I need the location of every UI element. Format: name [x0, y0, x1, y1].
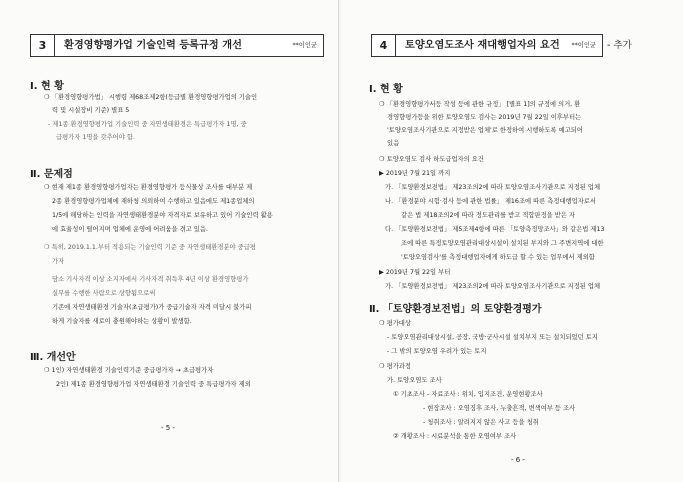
left-page-number: - 5 -	[161, 424, 175, 432]
text-line: - 토양오염관리대상시설, 공장, 국방·군사시설 설치부지 또는 설치되었던 토지	[387, 334, 598, 341]
text-line: '토양오염검사'를 측정대행업자에게 하도급 할 수 있는 업무에서 제외함	[401, 254, 595, 261]
text-line: - 제1종 환경영향평가업 기술인력 중 자연생태환경은 특급평가자 1명, 중	[48, 121, 247, 128]
text-line: ▶ 2019년 7월 22일 부터	[379, 269, 451, 276]
text-line: - 청취조사 : 알려지지 않은 사고 등을 청취	[423, 419, 539, 426]
text-line: 실무를 수행한 사람으로 상향됨으로써	[52, 290, 156, 297]
text-line: ❍ 현재 제1종 환경영향평가업자는 환경영향평가 등식물상 조사를 대부분 제	[44, 184, 253, 191]
text-line: 조에 따른 특정토양오염관리대상시설이 설치된 부지와 그 주변지역에 대한	[401, 240, 604, 247]
text-line: 나. 「환경분야 시험·검사 등에 관한 법률」 제16조에 따른 측정대행업자로서	[385, 198, 596, 205]
text-line: ② 개황조사 : 시료분석을 통한 오염여부 조사	[393, 433, 517, 440]
right-page-number: - 6 -	[511, 456, 525, 464]
text-line: ❍ 토양오염도 검사 하도급업자의 요건	[379, 156, 484, 163]
left-section-3-title: Ⅲ. 개선안	[30, 352, 76, 363]
text-line: 다. 「토양환경보전법」 제5조제4항에 따른 「토양측정망조사」와 같은법 제13	[385, 226, 605, 233]
text-line: 하게 기술자를 새로이 충원해야하는 상황이 발생함.	[52, 318, 192, 325]
text-line: 담소 기사자격 이상 소지자에서 기사자격 취득후 4년 이상 환경영향평가	[52, 276, 249, 283]
left-item-title: 환경영향평가업 기술인력 등록규정 개선	[64, 40, 242, 51]
text-line: ❍ 1인) 자연생태환경 기술인력기준 중급평가자 → 초급평가자	[44, 367, 214, 374]
text-line: - 현장조사 : 오염징후 조사, 누출흔적, 변색여부 등 조사	[423, 405, 576, 412]
text-line: 에 효율성이 떨어지며 업체에 운영에 어려움을 겪고 있음.	[52, 226, 208, 233]
right-item-title: 토양오염도조사 재대행업자의 요건	[405, 40, 560, 51]
right-section-1-title: Ⅰ. 현 황	[369, 84, 403, 95]
left-header-box	[30, 34, 324, 57]
text-line: ❍ 「환경영향평가법」 시행령 제68조제2항(등급별 환경영향평가업의 기술인	[44, 94, 258, 101]
text-line: 가자	[52, 258, 65, 265]
left-section-2-title: Ⅱ. 문제점	[30, 169, 73, 180]
text-line: 가. 토양오염도 조사	[387, 377, 442, 384]
text-line: 경영향평가등을 위한 토양오염도 검사는 2019년 7월 22일 이후부터는	[387, 114, 582, 121]
right-header-box	[371, 34, 603, 57]
text-line: ❍ 평가대상	[379, 320, 411, 327]
left-item-number: 3	[31, 35, 55, 56]
right-author: **이인균	[571, 42, 596, 49]
text-line: 급평가자 1명을 갖추어야 함.	[56, 134, 135, 141]
text-line: ① 기초조사 - 자료조사 : 위치, 입지조건, 운영현황조사	[393, 391, 543, 398]
right-item-number: 4	[372, 35, 396, 56]
handwritten-add-note: - 추가	[607, 40, 632, 51]
text-line: 2종 환경영향평가업체에 재하청 의뢰하여 수행하고 있음에도 제1종업체의	[52, 198, 255, 205]
text-line: 기존에 자연생태환경 기술자(초급평가)가 중급기술자 자격 미달시 불가피	[52, 304, 252, 311]
text-line: 1/5에 해당하는 인력을 자연생태환경분야 자격자로 보유하고 있어 기술인력 활용	[52, 212, 273, 219]
text-line: - 그 밖의 토양오염 우려가 있는 토지	[387, 348, 487, 355]
text-line: '토양오염조사기관으로 지정받은 업체'로 한정하여 시행하도록 예고되어	[387, 127, 583, 134]
right-section-2-title: Ⅱ. 「토양환경보전법」의 토양환경평가	[369, 304, 542, 315]
text-line: 가. 「토양환경보전법」 제23조의2에 따라 토양오염조사기관으로 지정된 업체	[385, 283, 601, 290]
right-page	[341, 0, 683, 482]
left-page	[0, 0, 339, 482]
text-line: ❍ 평가과정	[379, 363, 411, 370]
text-line: 같은 법 제18조의2에 따라 정도관리를 받고 적합판정을 받은 자	[401, 212, 576, 219]
text-line: ❍ 특히, 2019.1.1.부터 적용되는 기술인력 기준 중 자연생태환경분야 중급평	[44, 244, 256, 251]
text-line: ❍ 「환경영향평가서등 작성 등에 관한 규정」 [별표 1]의 규정에 의거, 환	[379, 101, 581, 108]
left-section-1-title: Ⅰ. 현 황	[30, 81, 64, 92]
text-line: 력 및 시설장비 기준) 별표 5	[52, 107, 130, 114]
text-line: 있음	[387, 140, 400, 147]
text-line: 가. 「토양환경보전법」 제23조의2에 따라 토양오염조사기관으로 지정된 업체	[385, 184, 601, 191]
text-line: ▶ 2019년 7월 21일 까지	[379, 170, 451, 177]
left-author: **이인균	[292, 42, 317, 49]
text-line: 2인) 제1종 환경영향평가업 자연생태환경 기술인력 중 특급평가자 제외	[56, 381, 251, 388]
